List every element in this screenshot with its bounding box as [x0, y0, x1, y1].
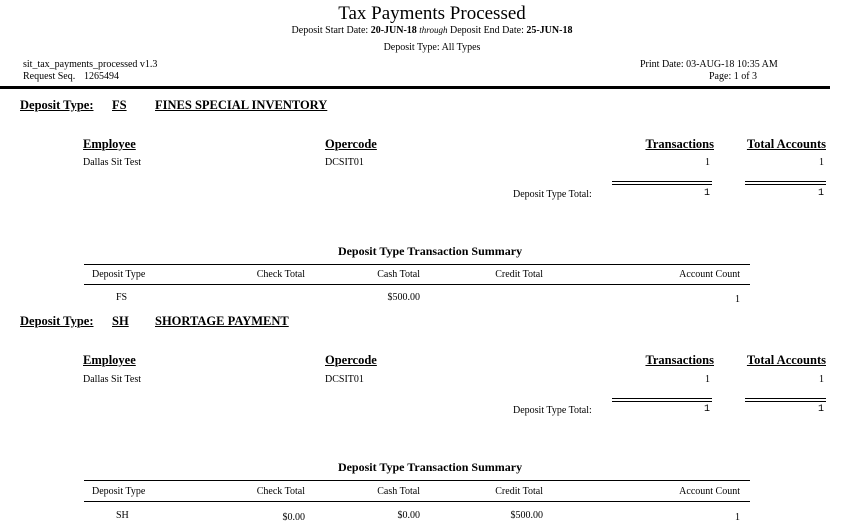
col-employee: Employee [83, 137, 136, 151]
summary-account-count: 1 [735, 512, 740, 523]
opercode-value: DCSIT01 [325, 374, 364, 385]
deposit-type-total-label: Deposit Type Total: [513, 405, 592, 416]
report-title: Tax Payments Processed [338, 3, 526, 24]
summary-col-deposit-type: Deposit Type [92, 486, 146, 497]
section-code: FS [112, 98, 127, 112]
employee-name: Dallas Sit Test [83, 157, 142, 168]
deposit-type-total-accounts: 1 [817, 188, 824, 199]
summary-account-count: 1 [735, 294, 740, 305]
total-accounts-value: 1 [819, 374, 824, 385]
total-rule-transactions-2 [612, 401, 712, 402]
col-total-accounts: Total Accounts [746, 353, 826, 367]
header-divider [0, 86, 830, 89]
summary-col-check-total: Check Total [256, 486, 305, 497]
summary-check-total: $0.00 [282, 512, 305, 523]
col-employee: Employee [83, 353, 136, 367]
deposit-start-label: Deposit Start Date: [291, 25, 369, 36]
summary-col-credit-total: Credit Total [495, 269, 543, 280]
print-date: Print Date: 03-AUG-18 10:35 AM [640, 59, 778, 70]
summary-col-credit-total: Credit Total [495, 486, 543, 497]
deposit-type-total-transactions: 1 [703, 188, 710, 199]
deposit-start-date: 20-JUN-18 [370, 25, 417, 36]
request-seq-label: Request Seq. [23, 71, 76, 82]
deposit-type-total-accounts: 1 [817, 404, 824, 415]
col-total-accounts: Total Accounts [746, 137, 826, 151]
transactions-value: 1 [705, 374, 710, 385]
summary-credit-total: $500.00 [510, 510, 543, 521]
section-name: FINES SPECIAL INVENTORY [155, 98, 328, 112]
total-rule-accounts-2 [745, 184, 826, 185]
summary-title: Deposit Type Transaction Summary [337, 460, 523, 474]
summary-col-account-count: Account Count [679, 486, 740, 497]
deposit-type-total-label: Deposit Type Total: [513, 189, 592, 200]
summary-header-rule [84, 284, 750, 285]
total-rule-accounts-2 [745, 401, 826, 402]
summary-deposit-type: FS [116, 292, 128, 303]
summary-col-account-count: Account Count [679, 269, 740, 280]
section-code: SH [112, 314, 129, 328]
total-rule-transactions [612, 181, 712, 182]
section-name: SHORTAGE PAYMENT [155, 314, 289, 328]
summary-title: Deposit Type Transaction Summary [337, 244, 523, 258]
section-label: Deposit Type: [20, 98, 94, 112]
employee-name: Dallas Sit Test [83, 374, 142, 385]
summary-col-deposit-type: Deposit Type [92, 269, 146, 280]
deposit-end-date: 25-JUN-18 [526, 25, 573, 36]
summary-cash-total: $0.00 [397, 510, 420, 521]
summary-top-rule [84, 264, 750, 265]
deposit-end-label: Deposit End Date: [449, 25, 524, 36]
summary-cash-total: $500.00 [387, 292, 420, 303]
total-rule-transactions-2 [612, 184, 712, 185]
transactions-value: 1 [705, 157, 710, 168]
col-opercode: Opercode [325, 353, 377, 367]
total-rule-accounts [745, 181, 826, 182]
summary-top-rule [84, 480, 750, 481]
summary-col-cash-total: Cash Total [377, 269, 420, 280]
col-transactions: Transactions [645, 353, 714, 367]
summary-col-check-total: Check Total [256, 269, 305, 280]
summary-col-cash-total: Cash Total [377, 486, 420, 497]
opercode-value: DCSIT01 [325, 157, 364, 168]
deposit-type-total-transactions: 1 [703, 404, 710, 415]
deposit-type-filter: Deposit Type: All Types [383, 42, 481, 53]
summary-deposit-type: SH [116, 510, 129, 521]
deposit-date-range [0, 25, 864, 36]
through-word: through [419, 25, 448, 35]
total-rule-accounts [745, 398, 826, 399]
page-number: Page: 1 of 3 [709, 71, 758, 82]
total-accounts-value: 1 [819, 157, 824, 168]
col-opercode: Opercode [325, 137, 377, 151]
report-id: sit_tax_payments_processed v1.3 [23, 59, 158, 70]
col-transactions: Transactions [645, 137, 714, 151]
summary-header-rule [84, 501, 750, 502]
total-rule-transactions [612, 398, 712, 399]
request-seq-value: 1265494 [84, 71, 119, 82]
section-label: Deposit Type: [20, 314, 94, 328]
